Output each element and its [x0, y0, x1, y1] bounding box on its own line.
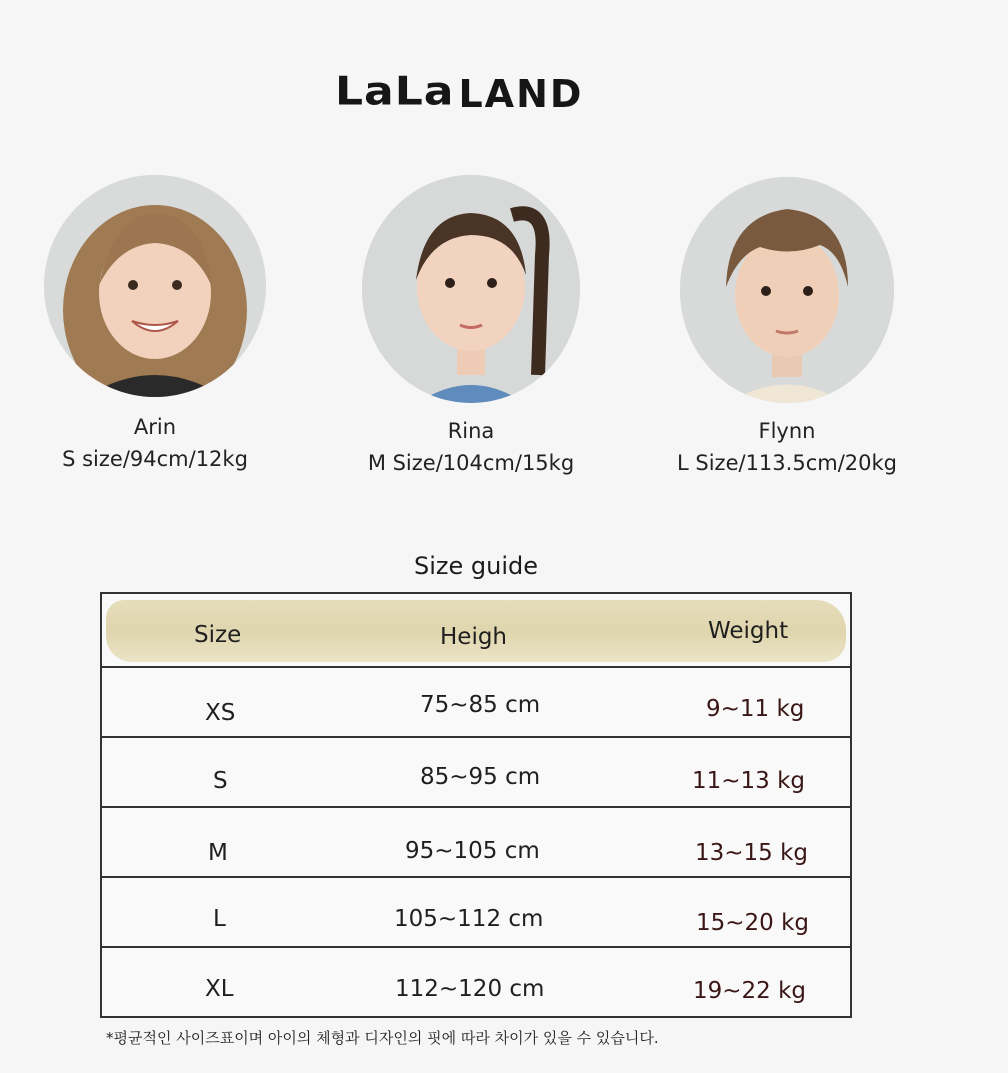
- brand-logo-part1: LaLa: [335, 68, 455, 115]
- model-spec: S size/94cm/12kg: [62, 447, 248, 471]
- model-photo-rina: [362, 175, 580, 403]
- weight-cell: 11~13 kg: [692, 768, 806, 794]
- model-photo-flynn: [680, 177, 894, 403]
- height-cell: 85~95 cm: [420, 764, 541, 790]
- size-disclaimer: *평균적인 사이즈표이며 아이의 체형과 디자인의 핏에 따라 차이가 있을 수 있습니다.: [106, 1029, 659, 1047]
- table-row: [102, 806, 850, 878]
- model-card-rina: [346, 175, 596, 475]
- table-header-row: [102, 594, 850, 668]
- height-cell: 75~85 cm: [420, 692, 541, 718]
- model-spec: M Size/104cm/15kg: [367, 451, 575, 475]
- table-row: [102, 736, 850, 808]
- header-size: Size: [194, 622, 242, 648]
- model-name: Rina: [447, 419, 495, 443]
- model-name: Arin: [133, 415, 177, 439]
- model-photo-arin: [44, 175, 266, 397]
- header-height: Heigh: [440, 624, 508, 650]
- size-cell: L: [213, 906, 226, 932]
- table-row: [102, 876, 850, 948]
- size-cell: XL: [205, 976, 234, 1002]
- weight-cell: 13~15 kg: [695, 840, 809, 866]
- height-cell: 105~112 cm: [394, 906, 544, 932]
- size-cell: XS: [205, 700, 236, 726]
- weight-cell: 19~22 kg: [693, 978, 807, 1004]
- size-table: [100, 592, 852, 1018]
- model-name: Flynn: [758, 419, 816, 443]
- height-cell: 112~120 cm: [395, 976, 545, 1002]
- size-cell: M: [208, 840, 228, 866]
- brand-logo: [335, 58, 605, 114]
- weight-cell: 15~20 kg: [696, 910, 810, 936]
- height-cell: 95~105 cm: [405, 838, 540, 864]
- brand-logo-part2: LAND: [458, 72, 584, 116]
- model-card-arin: [30, 175, 280, 471]
- size-cell: S: [213, 768, 228, 794]
- model-card-flynn: [662, 177, 912, 475]
- model-spec: L Size/113.5cm/20kg: [677, 451, 897, 475]
- table-row: [102, 666, 850, 738]
- header-weight: Weight: [708, 618, 789, 644]
- size-guide-title: Size guide: [413, 552, 538, 580]
- table-row: [102, 946, 850, 1016]
- weight-cell: 9~11 kg: [706, 696, 805, 722]
